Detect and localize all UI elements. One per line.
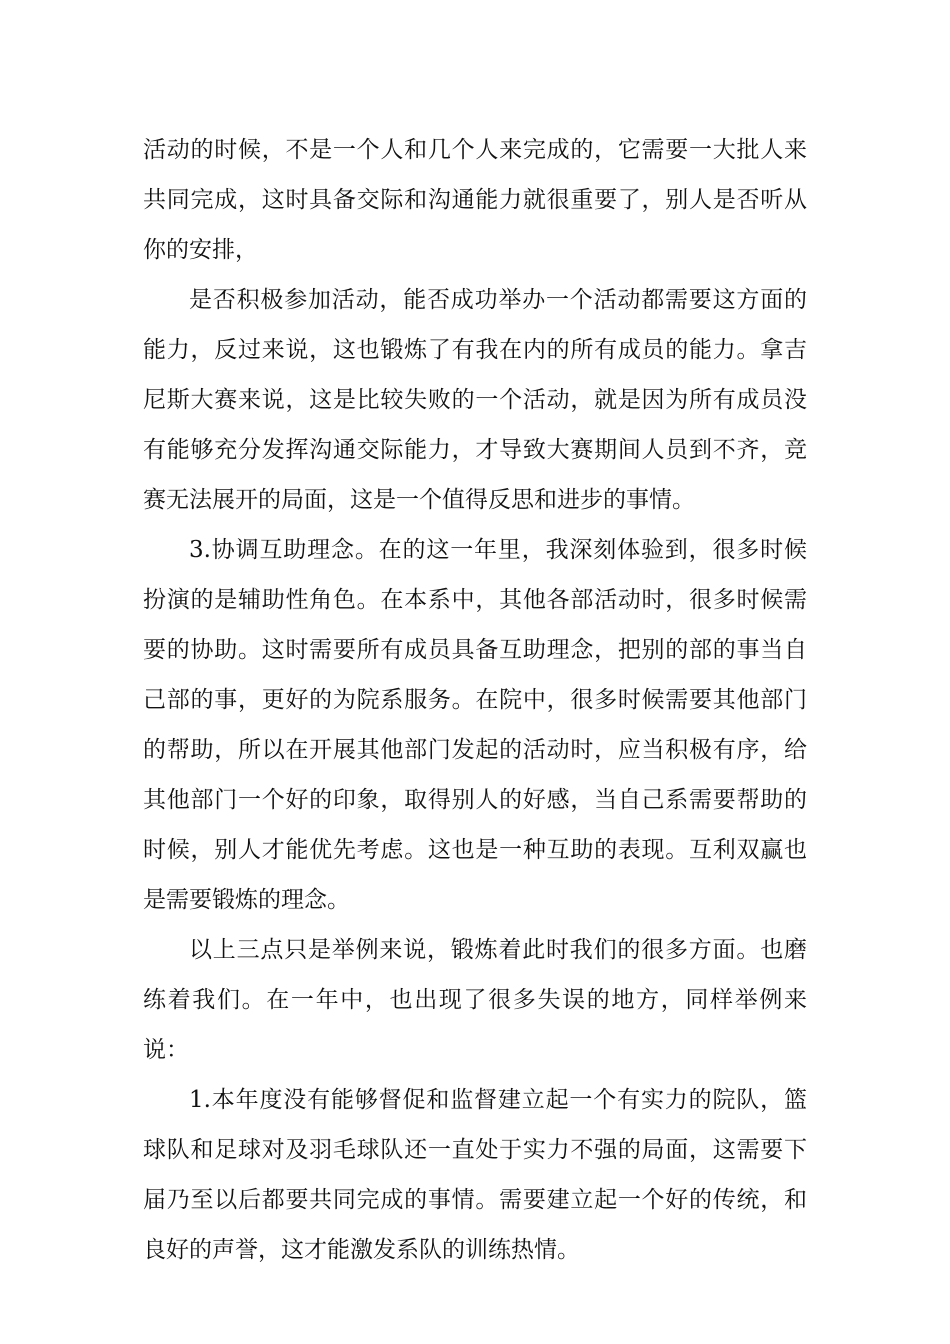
- paragraph-2: 是否积极参加活动，能否成功举办一个活动都需要这方面的能力，反过来说，这也锻炼了有我在内的所有成员的能力。拿吉尼斯大赛来说，这是比较失败的一个活动，就是因为所有成员没有能够充分发挥沟通交际能力，才导致大赛期间人员到不齐，竞赛无法展开的局面，这是一个值得反思和进步的事情。: [143, 287, 807, 513]
- paragraph-3: 3.协调互助理念。在的这一年里，我深刻体验到，很多时候扮演的是辅助性角色。在本系中，其他各部活动时，很多时候需要的协助。这时需要所有成员具备互助理念，把别的部的事当自己部的事，更好的为院系服务。在院中，很多时候需要其他部门的帮助，所以在开展其他部门发起的活动时，应当积极有序，给其他部门一个好的印象，取得别人的好感，当自己系需要帮助的时候，别人才能优先考虑。这也是一种互助的表现。互利双赢也是需要锻炼的理念。: [143, 537, 807, 913]
- paragraph-4: 以上三点只是举例来说，锻炼着此时我们的很多方面。也磨练着我们。在一年中，也出现了很多失误的地方，同样举例来说：: [143, 937, 807, 1063]
- paragraph-1: 活动的时候，不是一个人和几个人来完成的，它需要一大批人来共同完成，这时具备交际和沟通能力就很重要了，别人是否听从你的安排，: [143, 137, 807, 263]
- paragraph-5: 1.本年度没有能够督促和监督建立起一个有实力的院队，篮球队和足球对及羽毛球队还一直处于实力不强的局面，这需要下届乃至以后都要共同完成的事情。需要建立起一个好的传统，和良好的声誉，这才能激发系队的训练热情。: [143, 1087, 807, 1263]
- document-body: [143, 125, 807, 1275]
